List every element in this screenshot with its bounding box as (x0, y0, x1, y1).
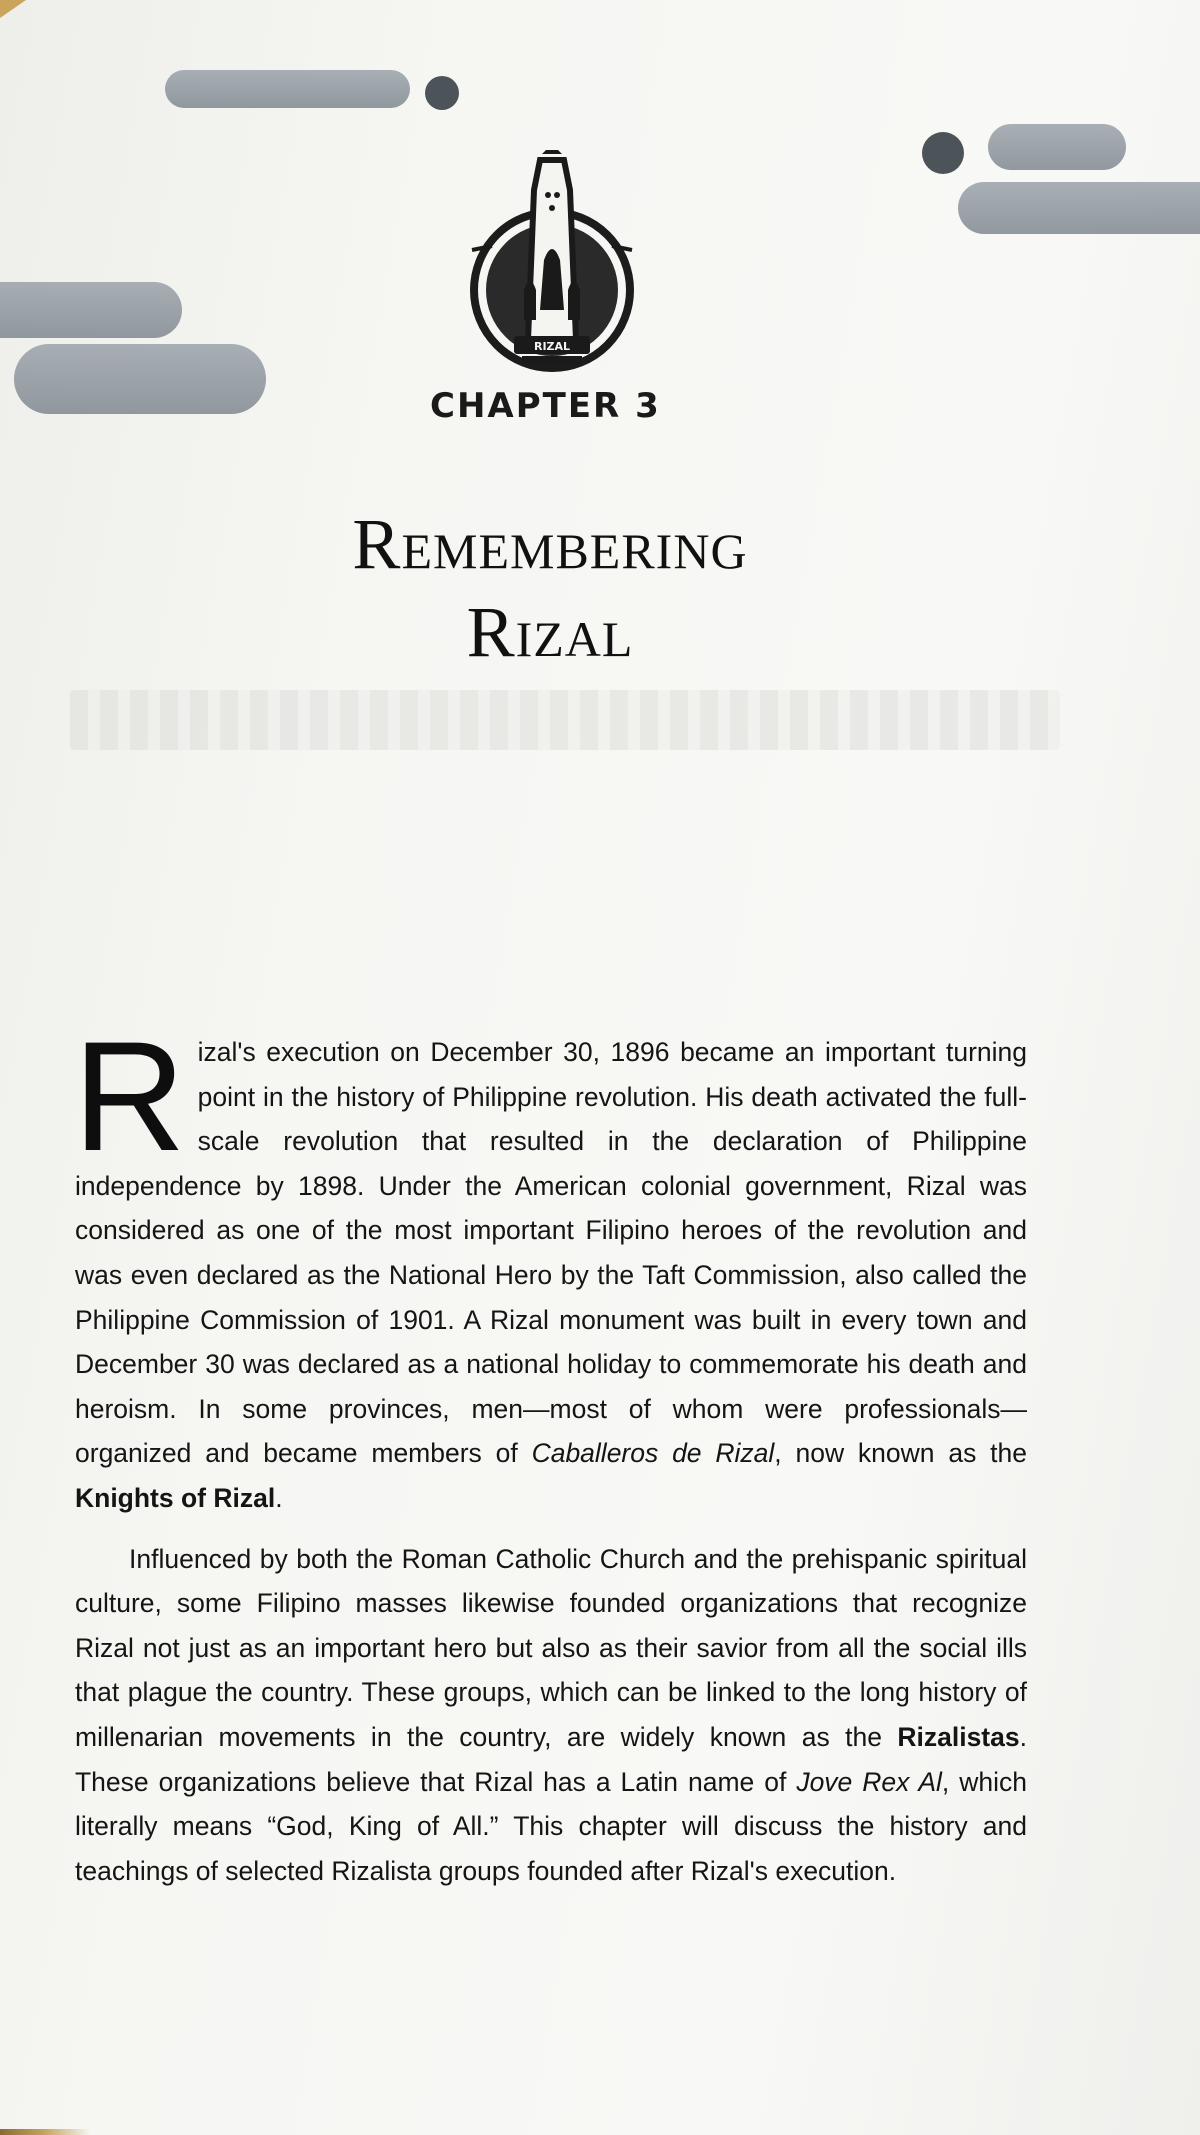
page-corner-edge (0, 0, 26, 18)
body-text (73, 1010, 1027, 1893)
decorative-dot (425, 76, 459, 110)
p2-text-3: , which literally means “God, King of All.” This chapter will discuss the history and teachings of selected Rizalista groups founded after Rizal's execution. (75, 1766, 1027, 1886)
paragraph-2 (75, 1537, 1027, 1894)
page-bottom-edge (0, 2129, 90, 2135)
decorative-brush-stroke (0, 282, 182, 338)
decorative-dot (922, 132, 964, 174)
chapter-title-line1: Remembering (352, 504, 748, 584)
rizal-monument-icon (462, 150, 642, 380)
chapter-title (150, 500, 950, 676)
p1-text-2: , now known as the (774, 1438, 1027, 1469)
p1-bold-knights: Knights of Rizal (75, 1482, 276, 1513)
p2-bold-rizalistas: Rizalistas (897, 1721, 1020, 1752)
p2-italic-jove: Jove Rex Al (796, 1766, 942, 1797)
decorative-brush-stroke (958, 182, 1200, 234)
drop-cap: R (73, 1010, 186, 1184)
p1-text-1: izal's execution on December 30, 1896 became an important turning point in the history of Philippine revolution. His death activated the full-scale revolution that resulted in the declaration of Philippine independence by 1898. Under the American colonial government, Rizal was considered as one of the most important Filipino heroes of the revolution and was even declared as the National Hero by the Taft Commission, also called the Philippine Commission of 1901. A Rizal monument was built in every town and December 30 was declared as a national holiday to commemorate his death and heroism. In some provinces, men—most of whom were professionals—organized and became members of (75, 1037, 1027, 1469)
bleed-through-band (70, 690, 1060, 750)
chapter-title-line2: Rizal (466, 592, 634, 672)
decorative-brush-stroke (14, 344, 266, 414)
p1-text-3: . (275, 1482, 283, 1513)
paragraph-1 (73, 1010, 1027, 1521)
logo-label: RIZAL (533, 340, 571, 353)
p1-italic-caballeros: Caballeros de Rizal (531, 1438, 775, 1469)
p2-text-1: Influenced by both the Roman Catholic Church and the prehispanic spiritual culture, some Filipino masses likewise founded organizations that recognize Rizal not just as an important hero but also as their savior from all the social ills that plague the country. These groups, which can be linked to the long history of millenarian movements in the country, are widely known as the (75, 1543, 1027, 1752)
decorative-brush-stroke (988, 124, 1126, 170)
decorative-brush-stroke (165, 70, 410, 108)
chapter-label: CHAPTER 3 (430, 386, 661, 426)
p2-text-2: . These organizations believe that Rizal has a Latin name of (75, 1721, 1027, 1797)
